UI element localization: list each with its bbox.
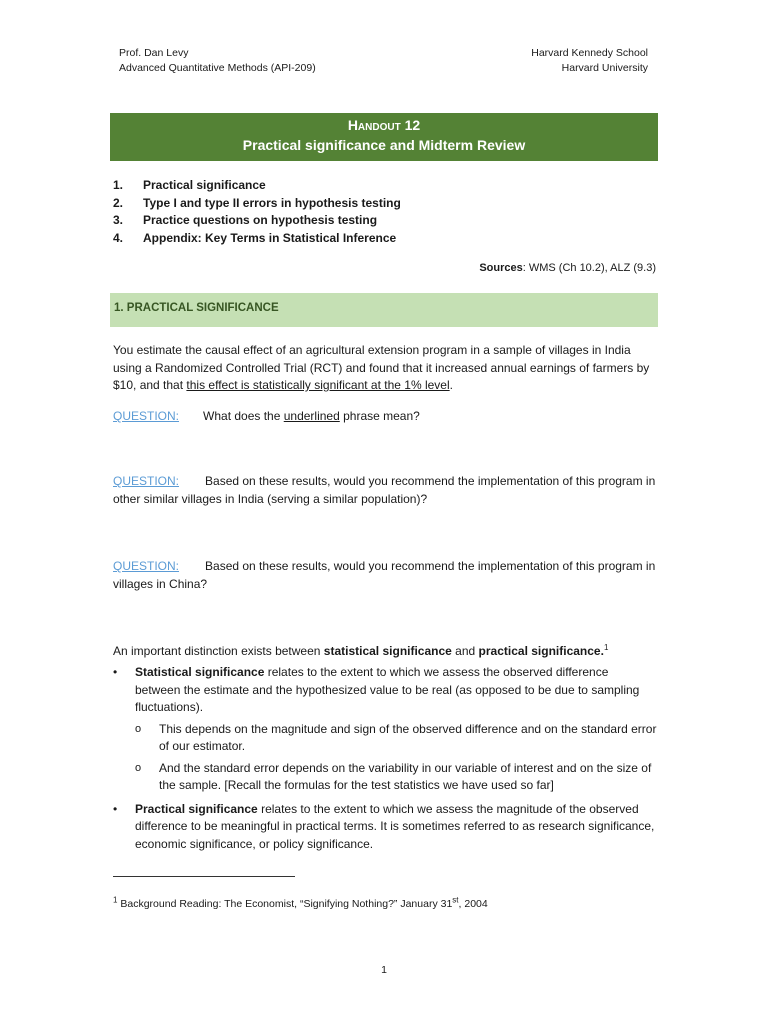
list-item: • Statistical significance relates to the extent to which we assess the observed difference between the estimate and the hypothesized value to be real (as opposed to be due to sampling fluctuations). [113,664,658,717]
header-left [119,46,316,76]
question-label: QUESTION: [113,559,180,573]
list-item: o This depends on the magnitude and sign of the observed difference and on the standard error of our estimator. [135,721,658,756]
bullet-icon: • [113,801,118,816]
circle-bullet-icon: o [135,761,142,774]
bullet-icon: • [113,665,118,679]
header-right [531,46,648,76]
toc-item: 4. Appendix: Key Terms in Statistical Inference [113,230,397,245]
circle-bullet-icon: o [135,722,142,735]
significance-bullets [113,664,658,855]
question-2: QUESTION: Based on these results, would you recommend the implementation of this program in other similar villages in India (serving a similar population)? [113,474,656,506]
handout-banner [110,113,658,161]
section-title: 1. PRACTICAL SIGNIFICANCE [114,302,279,314]
toc-item: 2. Type I and type II errors in hypothesis testing [113,195,401,210]
page-number: 1 [381,964,387,976]
handout-title: Handout 12 [347,117,421,133]
table-of-contents [113,177,401,247]
course-name: Advanced Quantitative Methods (API-209) [119,62,316,74]
footnote: $^1$ Background Reading: The Economist, “Signifying Nothing?” January 31st, 2004 [113,895,488,910]
intro-paragraph: You estimate the causal effect of an agricultural extension program in a sample of villages in India using a Randomized Controlled Trial (RCT) and found that it increased annual earnings of farmers by $10, and that this effect is statistically significant at the 1% level. [113,343,650,392]
school-name: Harvard Kennedy School [531,47,648,59]
university-name: Harvard University [561,62,648,74]
handout-subtitle: Practical significance and Midterm Review [242,137,526,153]
footnote-ref: 1 [603,643,609,652]
list-item: o And the standard error depends on the variability in our variable of interest and on the size of the sample. [Recall the formulas for the test statistics we have used so far] [135,760,658,795]
question-label: QUESTION: [113,474,180,488]
question-3: QUESTION: Based on these results, would you recommend the implementation of this program in villages in China? [113,559,656,591]
question-1: QUESTION: What does the underlined phrase mean? [113,409,420,423]
question-label: QUESTION: [113,409,180,423]
distinction-sentence: An important distinction exists between statistical significance and practical significance.$^1$ [113,643,609,658]
professor-name: Prof. Dan Levy [119,47,189,59]
toc-item: 3. Practice questions on hypothesis testing [113,213,378,227]
footnote-divider [113,876,295,877]
section-header [110,293,658,327]
toc-item: 1. Practical significance [113,178,266,192]
list-item: • Practical significance relates to the extent to which we assess the magnitude of the observed difference to be meaningful in practical terms. It is sometimes referred to as research significance, economic significance, or policy significance. [113,801,658,854]
sources-line: Sources: WMS (Ch 10.2), ALZ (9.3) [479,262,656,274]
